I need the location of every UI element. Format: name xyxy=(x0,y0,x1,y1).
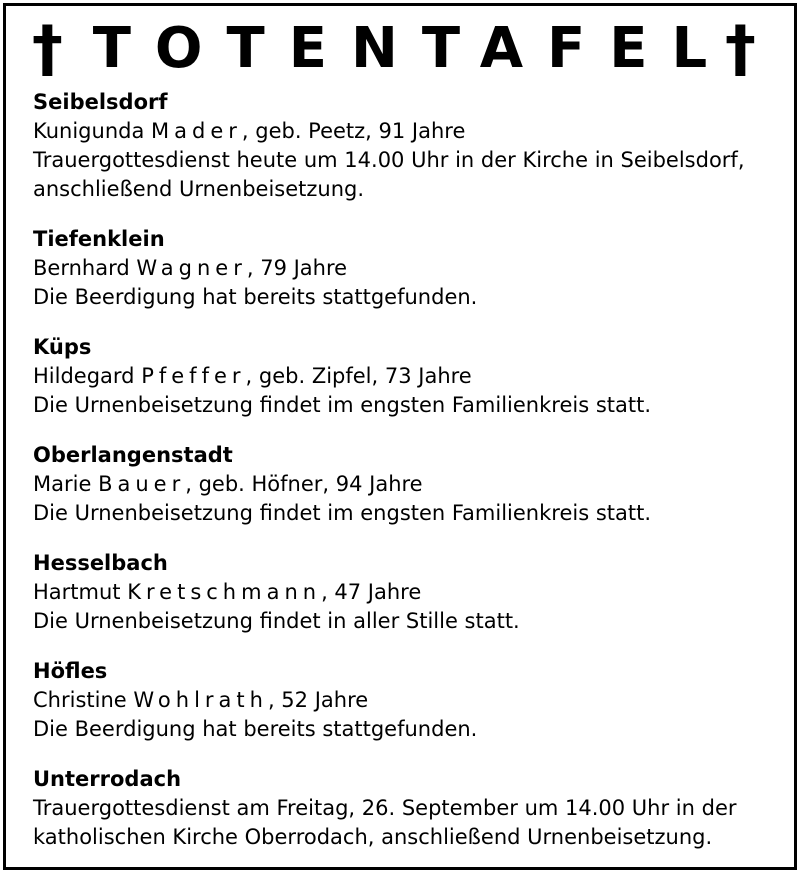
entry-place: Küps xyxy=(33,335,92,359)
obituary-entry xyxy=(33,441,784,528)
entry-place: Höfles xyxy=(33,659,108,683)
entry-person xyxy=(33,686,784,715)
entry-note-line: Die Urnenbeisetzung findet im engsten Familienkreis statt. xyxy=(33,393,652,417)
surname: Wohlrath xyxy=(133,688,268,712)
surname: Pfeffer xyxy=(141,364,246,388)
first-name: Bernhard xyxy=(33,256,130,280)
entry-person xyxy=(33,470,784,499)
entry-person xyxy=(33,117,784,146)
entry-note-line: Trauergottesdienst am Freitag, 26. September um 14.00 Uhr in der xyxy=(33,796,737,820)
obituary-entry xyxy=(33,657,784,744)
entry-person xyxy=(33,254,784,283)
obituary-entry xyxy=(33,225,784,312)
cross-icon-left: † xyxy=(32,12,63,85)
entry-details: , 47 Jahre xyxy=(321,580,422,604)
entry-details: , 52 Jahre xyxy=(267,688,369,712)
entry-details: , geb. Höfner, 94 Jahre xyxy=(185,472,423,496)
entry-person xyxy=(33,578,784,607)
first-name: Hildegard xyxy=(33,364,135,388)
entry-note-line: Die Beerdigung hat bereits stattgefunden. xyxy=(33,285,478,309)
entry-place: Tiefenklein xyxy=(33,227,165,251)
first-name: Christine xyxy=(33,688,127,712)
surname: Wagner xyxy=(136,256,247,280)
obituary-list xyxy=(33,88,784,873)
surname: Mader xyxy=(151,119,242,143)
obituary-frame xyxy=(3,3,797,870)
entry-place: Hesselbach xyxy=(33,551,168,575)
entry-note-line: Trauergottesdienst heute um 14.00 Uhr in der Kirche in Seibelsdorf, xyxy=(33,148,745,172)
entry-details: , geb. Zipfel, 73 Jahre xyxy=(245,364,472,388)
entry-note-line: katholischen Kirche Oberrodach, anschließend Urnenbeisetzung. xyxy=(33,825,713,849)
entry-person xyxy=(33,362,784,391)
surname: Bauer xyxy=(98,472,186,496)
header xyxy=(6,14,794,84)
entry-note-line: Die Urnenbeisetzung findet in aller Stille statt. xyxy=(33,609,520,633)
obituary-entry xyxy=(33,765,784,852)
obituary-entry xyxy=(33,333,784,420)
first-name: Kunigunda xyxy=(33,119,145,143)
entry-place: Seibelsdorf xyxy=(33,90,168,114)
entry-details: , 79 Jahre xyxy=(246,256,348,280)
entry-place: Unterrodach xyxy=(33,767,182,791)
entry-details: , geb. Peetz, 91 Jahre xyxy=(241,119,466,143)
cross-icon-right: † xyxy=(725,12,756,85)
entry-note-line: anschließend Urnenbeisetzung. xyxy=(33,177,365,201)
obituary-entry xyxy=(33,88,784,204)
surname: Kretschmann xyxy=(127,580,322,604)
entry-place: Oberlangenstadt xyxy=(33,443,233,467)
entry-note-line: Die Urnenbeisetzung findet im engsten Familienkreis statt. xyxy=(33,501,652,525)
first-name: Hartmut xyxy=(33,580,121,604)
page-title: TOTENTAFEL xyxy=(92,16,732,81)
obituary-entry xyxy=(33,549,784,636)
first-name: Marie xyxy=(33,472,92,496)
entry-note-line: Die Beerdigung hat bereits stattgefunden. xyxy=(33,717,478,741)
